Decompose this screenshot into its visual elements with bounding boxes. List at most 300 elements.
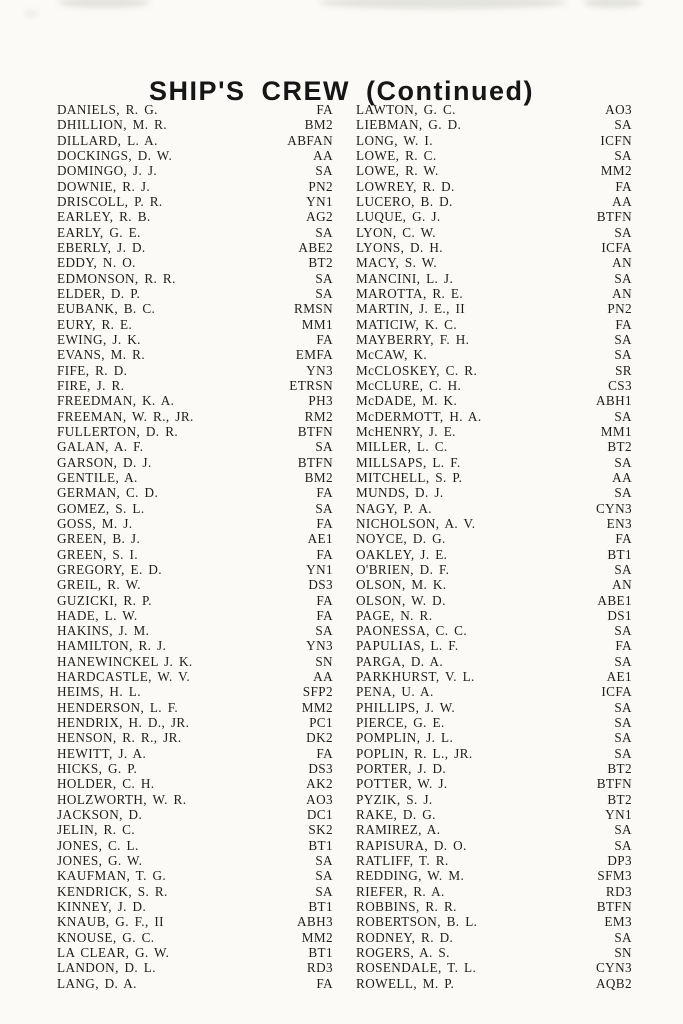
crew-name: DANIELS, R. G.: [57, 102, 158, 117]
crew-name: HENDRIX, H. D., JR.: [57, 715, 190, 731]
top-edge-smudge: [58, 0, 150, 8]
crew-name: POTTER, W. J.: [356, 776, 448, 792]
crew-row: [57, 593, 333, 608]
crew-rating: DS3: [308, 761, 333, 777]
crew-row: [356, 914, 632, 929]
crew-row: [57, 715, 333, 730]
crew-name: PENA, U. A.: [356, 684, 434, 700]
crew-row: [356, 347, 632, 362]
crew-rating: CYN3: [595, 960, 632, 976]
crew-row: [57, 684, 333, 699]
crew-rating: SA: [614, 270, 632, 286]
crew-rating: EN3: [606, 515, 632, 531]
crew-rating: ICFA: [601, 684, 632, 700]
crew-name: NAGY, P. A.: [356, 500, 432, 516]
crew-row: [356, 960, 632, 975]
crew-name: MAYBERRY, F. H.: [356, 331, 470, 347]
crew-name: JACKSON, D.: [57, 807, 143, 823]
crew-row: [57, 608, 333, 623]
crew-row: [356, 792, 632, 807]
crew-name: KNAUB, G. F., II: [57, 914, 164, 930]
crew-row: [356, 547, 632, 562]
crew-name: LOWE, R. W.: [356, 163, 439, 179]
crew-name: HANEWINCKEL J. K.: [57, 653, 193, 669]
crew-row: [356, 761, 632, 776]
crew-row: [57, 194, 333, 209]
crew-name: RODNEY, R. D.: [356, 929, 454, 945]
crew-rating: BT2: [607, 791, 632, 807]
crew-row: [356, 853, 632, 868]
crew-rating: RD3: [605, 883, 632, 899]
crew-rating: BM2: [304, 469, 333, 485]
crew-name: FIFE, R. D.: [57, 362, 128, 378]
crew-row: [356, 378, 632, 393]
crew-name: EWING, J. K.: [57, 331, 141, 347]
crew-rating: SA: [315, 285, 333, 301]
crew-rating: YN3: [306, 362, 333, 378]
crew-name: HAMILTON, R. J.: [57, 638, 167, 654]
crew-row: [57, 976, 333, 991]
crew-rating: RD3: [306, 960, 333, 976]
crew-row: [356, 838, 632, 853]
crew-rating: ABH1: [595, 393, 632, 409]
crew-rating: BT1: [607, 546, 632, 562]
crew-rating: MM1: [600, 423, 632, 439]
crew-column-right: [356, 102, 632, 991]
crew-rating: SA: [614, 745, 632, 761]
crew-name: HICKS, G. P.: [57, 761, 138, 777]
crew-name: ROGERS, A. S.: [356, 945, 450, 961]
crew-row: [57, 424, 333, 439]
crew-row: [356, 133, 632, 148]
crew-row: [57, 501, 333, 516]
crew-name: HENDERSON, L. F.: [57, 699, 179, 715]
crew-row: [57, 363, 333, 378]
crew-row: [57, 225, 333, 240]
crew-name: HOLDER, C. H.: [57, 776, 155, 792]
crew-row: [57, 577, 333, 592]
crew-rating: FA: [316, 592, 333, 608]
crew-name: PARKHURST, V. L.: [356, 669, 475, 685]
crew-rating: AN: [612, 255, 632, 271]
crew-row: [57, 317, 333, 332]
crew-name: MARTIN, J. E., II: [356, 301, 466, 317]
crew-row: [57, 117, 333, 132]
crew-row: [356, 225, 632, 240]
crew-name: GREEN, S. I.: [57, 546, 138, 562]
crew-rating: FA: [316, 975, 333, 991]
crew-row: [57, 301, 333, 316]
crew-name: McHENRY, J. E.: [356, 423, 456, 439]
crew-name: GOMEZ, S. L.: [57, 500, 145, 516]
crew-rating: AN: [612, 577, 632, 593]
crew-rating: SA: [315, 270, 333, 286]
crew-name: DILLARD, L. A.: [57, 132, 158, 148]
crew-row: [356, 623, 632, 638]
crew-row: [57, 470, 333, 485]
crew-row: [57, 547, 333, 562]
crew-rating: SA: [315, 623, 333, 639]
crew-row: [57, 409, 333, 424]
crew-rating: SA: [614, 224, 632, 240]
crew-rating: PH3: [308, 393, 333, 409]
crew-name: PAPULIAS, L. F.: [356, 638, 459, 654]
crew-name: MATICIW, K. C.: [356, 316, 458, 332]
crew-rating: FA: [615, 178, 632, 194]
crew-row: [57, 822, 333, 837]
crew-rating: SA: [315, 883, 333, 899]
crew-rating: AE1: [606, 669, 632, 685]
crew-rating: RM2: [304, 408, 333, 424]
crew-row: [356, 332, 632, 347]
crew-name: HARDCASTLE, W. V.: [57, 669, 191, 685]
crew-name: LUQUE, G. J.: [356, 209, 441, 225]
crew-name: MANCINI, L. J.: [356, 270, 454, 286]
crew-name: MILLER, L. C.: [356, 439, 448, 455]
crew-name: FREEMAN, W. R., JR.: [57, 408, 194, 424]
crew-rating: EMFA: [295, 347, 333, 363]
crew-rating: YN3: [306, 638, 333, 654]
crew-name: EUBANK, B. C.: [57, 301, 156, 317]
crew-row: [356, 117, 632, 132]
crew-name: EVANS, M. R.: [57, 347, 146, 363]
crew-row: [356, 271, 632, 286]
crew-rating: BTFN: [297, 423, 333, 439]
crew-row: [356, 393, 632, 408]
crew-rating: AO3: [306, 791, 333, 807]
crew-rating: MM2: [301, 929, 333, 945]
crew-name: McCLURE, C. H.: [356, 377, 462, 393]
crew-rating: SR: [615, 362, 632, 378]
crew-name: ROWELL, M. P.: [356, 975, 455, 991]
crew-rating: SA: [315, 163, 333, 179]
crew-row: [57, 347, 333, 362]
crew-name: PIERCE, G. E.: [356, 715, 445, 731]
crew-row: [356, 945, 632, 960]
crew-rating: YN1: [306, 561, 333, 577]
crew-rating: AA: [313, 669, 333, 685]
crew-name: DRISCOLL, P. R.: [57, 193, 163, 209]
crew-name: GREEN, B. J.: [57, 531, 141, 547]
crew-name: JONES, C. L.: [57, 837, 139, 853]
crew-rating: SA: [315, 500, 333, 516]
crew-name: O'BRIEN, D. F.: [356, 561, 450, 577]
crew-name: REDDING, W. M.: [356, 868, 465, 884]
crew-name: FULLERTON, D. R.: [57, 423, 179, 439]
crew-rating: SA: [614, 485, 632, 501]
crew-row: [356, 209, 632, 224]
crew-name: RATLIFF, T. R.: [356, 853, 449, 869]
crew-row: [356, 715, 632, 730]
crew-name: KNOUSE, G. C.: [57, 929, 155, 945]
crew-rating: SA: [614, 331, 632, 347]
crew-rating: BTFN: [596, 209, 632, 225]
crew-row: [356, 439, 632, 454]
crew-row: [57, 271, 333, 286]
crew-row: [356, 684, 632, 699]
crew-rating: SA: [315, 868, 333, 884]
crew-name: GREGORY, E. D.: [57, 561, 162, 577]
crew-name: POPLIN, R. L., JR.: [356, 745, 473, 761]
crew-rating: BT2: [607, 761, 632, 777]
crew-row: [356, 608, 632, 623]
crew-name: MITCHELL, S. P.: [356, 469, 463, 485]
crew-row: [57, 255, 333, 270]
crew-rating: SA: [614, 715, 632, 731]
crew-row: [57, 838, 333, 853]
crew-row: [356, 194, 632, 209]
crew-rating: EM3: [604, 914, 632, 930]
crew-name: HOLZWORTH, W. R.: [57, 791, 187, 807]
crew-name: McCAW, K.: [356, 347, 428, 363]
crew-row: [356, 976, 632, 991]
crew-rating: AK2: [306, 776, 333, 792]
crew-row: [57, 163, 333, 178]
crew-name: ELDER, D. P.: [57, 285, 141, 301]
crew-rating: SFP2: [302, 684, 333, 700]
crew-row: [57, 393, 333, 408]
crew-rating: MM1: [301, 316, 333, 332]
crew-row: [356, 930, 632, 945]
crew-name: LOWREY, R. D.: [356, 178, 455, 194]
crew-rating: SA: [614, 822, 632, 838]
crew-name: OLSON, W. D.: [356, 592, 446, 608]
crew-rating: AA: [612, 469, 632, 485]
crew-name: PARGA, D. A.: [356, 653, 444, 669]
crew-rating: ABH3: [296, 914, 333, 930]
crew-name: EDMONSON, R. R.: [57, 270, 176, 286]
crew-row: [356, 822, 632, 837]
crew-name: EDDY, N. O.: [57, 255, 136, 271]
crew-row: [356, 363, 632, 378]
crew-row: [57, 730, 333, 745]
crew-rating: SA: [614, 347, 632, 363]
crew-row: [57, 485, 333, 500]
crew-rating: AA: [313, 147, 333, 163]
crew-row: [57, 746, 333, 761]
crew-row: [356, 179, 632, 194]
crew-row: [356, 240, 632, 255]
crew-row: [57, 884, 333, 899]
crew-rating: SFM3: [597, 868, 632, 884]
crew-rating: ABE2: [298, 239, 333, 255]
crew-name: PAGE, N. R.: [356, 607, 433, 623]
crew-roster: [57, 102, 632, 991]
crew-name: McDADE, M. K.: [356, 393, 458, 409]
crew-row: [356, 470, 632, 485]
crew-rating: DK2: [306, 730, 333, 746]
crew-row: [356, 899, 632, 914]
crew-name: EARLEY, R. B.: [57, 209, 151, 225]
crew-row: [356, 868, 632, 883]
crew-name: LYONS, D. H.: [356, 239, 443, 255]
crew-row: [356, 531, 632, 546]
crew-name: KAUFMAN, T. G.: [57, 868, 167, 884]
crew-row: [356, 485, 632, 500]
crew-rating: AG2: [306, 209, 333, 225]
crew-name: OAKLEY, J. E.: [356, 546, 448, 562]
crew-row: [356, 163, 632, 178]
crew-row: [356, 317, 632, 332]
crew-rating: SA: [614, 408, 632, 424]
crew-name: NOYCE, D. G.: [356, 531, 446, 547]
crew-rating: BTFN: [596, 776, 632, 792]
crew-row: [57, 945, 333, 960]
crew-rating: CYN3: [595, 500, 632, 516]
crew-rating: BT1: [308, 837, 333, 853]
crew-name: LIEBMAN, G. D.: [356, 117, 462, 133]
crew-name: LYON, C. W.: [356, 224, 436, 240]
crew-name: NICHOLSON, A. V.: [356, 515, 476, 531]
crew-row: [356, 501, 632, 516]
crew-row: [57, 148, 333, 163]
crew-rating: DS1: [607, 607, 632, 623]
crew-rating: SK2: [308, 822, 333, 838]
crew-name: GREIL, R. W.: [57, 577, 141, 593]
crew-name: RIEFER, R. A.: [356, 883, 445, 899]
crew-rating: SA: [614, 653, 632, 669]
crew-name: RAMIREZ, A.: [356, 822, 441, 838]
crew-name: RAPISURA, D. O.: [356, 837, 467, 853]
crew-row: [356, 424, 632, 439]
crew-row: [57, 102, 333, 117]
crew-row: [57, 240, 333, 255]
crew-rating: ICFN: [600, 132, 632, 148]
crew-row: [356, 148, 632, 163]
crew-rating: BT2: [308, 255, 333, 271]
crew-rating: PN2: [607, 301, 632, 317]
crew-row: [356, 746, 632, 761]
crew-name: LONG, W. I.: [356, 132, 433, 148]
crew-row: [57, 209, 333, 224]
crew-rating: BT2: [607, 439, 632, 455]
crew-rating: YN1: [605, 807, 632, 823]
crew-rating: BTFN: [297, 454, 333, 470]
crew-row: [356, 286, 632, 301]
crew-name: KINNEY, J. D.: [57, 899, 147, 915]
crew-rating: ETRSN: [289, 377, 333, 393]
crew-name: JELIN, R. C.: [57, 822, 136, 838]
crew-name: PYZIK, S. J.: [356, 791, 433, 807]
crew-name: LAWTON, G. C.: [356, 102, 456, 117]
crew-rating: SA: [614, 730, 632, 746]
crew-rating: MM2: [600, 163, 632, 179]
crew-name: LANG, D. A.: [57, 975, 137, 991]
crew-row: [57, 776, 333, 791]
crew-row: [57, 868, 333, 883]
crew-row: [57, 378, 333, 393]
crew-row: [356, 593, 632, 608]
crew-rating: PN2: [308, 178, 333, 194]
crew-row: [57, 531, 333, 546]
crew-row: [57, 562, 333, 577]
crew-row: [57, 332, 333, 347]
crew-row: [57, 914, 333, 929]
crew-rating: ICFA: [601, 239, 632, 255]
crew-name: LOWE, R. C.: [356, 147, 437, 163]
crew-name: GENTILE, A.: [57, 469, 138, 485]
crew-row: [356, 562, 632, 577]
crew-row: [356, 669, 632, 684]
crew-rating: MM2: [301, 699, 333, 715]
crew-name: FIRE, J. R.: [57, 377, 125, 393]
crew-name: EURY, R. E.: [57, 316, 133, 332]
crew-rating: SA: [614, 837, 632, 853]
crew-rating: CS3: [608, 377, 632, 393]
crew-row: [356, 102, 632, 117]
crew-name: McCLOSKEY, C. R.: [356, 362, 478, 378]
crew-rating: AE1: [307, 531, 333, 547]
crew-rating: AQB2: [595, 975, 632, 991]
crew-rating: SA: [614, 117, 632, 133]
crew-name: McDERMOTT, H. A.: [356, 408, 482, 424]
crew-rating: FA: [316, 331, 333, 347]
crew-name: PHILLIPS, J. W.: [356, 699, 456, 715]
crew-row: [57, 960, 333, 975]
crew-row: [57, 930, 333, 945]
crew-name: PAONESSA, C. C.: [356, 623, 468, 639]
crew-row: [57, 455, 333, 470]
crew-rating: FA: [316, 546, 333, 562]
crew-row: [57, 807, 333, 822]
crew-name: GUZICKI, R. P.: [57, 592, 152, 608]
crew-rating: ABFAN: [287, 132, 333, 148]
crew-name: DHILLION, M. R.: [57, 117, 167, 133]
crew-row: [356, 807, 632, 822]
crew-name: HEIMS, H. L.: [57, 684, 141, 700]
top-edge-smudge: [318, 0, 568, 9]
crew-name: HENSON, R. R., JR.: [57, 730, 182, 746]
crew-name: MACY, S. W.: [356, 255, 438, 271]
crew-row: [356, 654, 632, 669]
crew-rating: SA: [315, 224, 333, 240]
crew-row: [57, 853, 333, 868]
crew-name: POMPLIN, J. L.: [356, 730, 454, 746]
crew-row: [356, 776, 632, 791]
crew-rating: SA: [614, 699, 632, 715]
crew-rating: PC1: [309, 715, 333, 731]
crew-row: [57, 516, 333, 531]
crew-rating: FA: [615, 531, 632, 547]
crew-name: GALAN, A. F.: [57, 439, 144, 455]
crew-row: [57, 286, 333, 301]
crew-name: GERMAN, C. D.: [57, 485, 159, 501]
crew-row: [356, 638, 632, 653]
page-title: SHIP'S CREW (Continued): [149, 76, 534, 107]
crew-rating: RMSN: [294, 301, 333, 317]
crew-name: ROBERTSON, B. L.: [356, 914, 478, 930]
crew-rating: DC1: [306, 807, 333, 823]
crew-name: LANDON, D. L.: [57, 960, 156, 976]
crew-name: EARLY, G. E.: [57, 224, 141, 240]
crew-rating: SA: [315, 853, 333, 869]
crew-name: MAROTTA, R. E.: [356, 285, 464, 301]
crew-name: HADE, L. W.: [57, 607, 138, 623]
crew-row: [57, 439, 333, 454]
crew-row: [356, 455, 632, 470]
crew-name: OLSON, M. K.: [356, 577, 447, 593]
crew-row: [356, 884, 632, 899]
crew-column-left: [57, 102, 333, 991]
crew-rating: SA: [315, 439, 333, 455]
crew-rating: ABE1: [597, 592, 632, 608]
crew-name: DOWNIE, R. J.: [57, 178, 151, 194]
crew-row: [57, 638, 333, 653]
crew-rating: FA: [316, 102, 333, 117]
crew-row: [57, 700, 333, 715]
crew-name: RAKE, D. G.: [356, 807, 436, 823]
crew-name: ROBBINS, R. R.: [356, 899, 457, 915]
